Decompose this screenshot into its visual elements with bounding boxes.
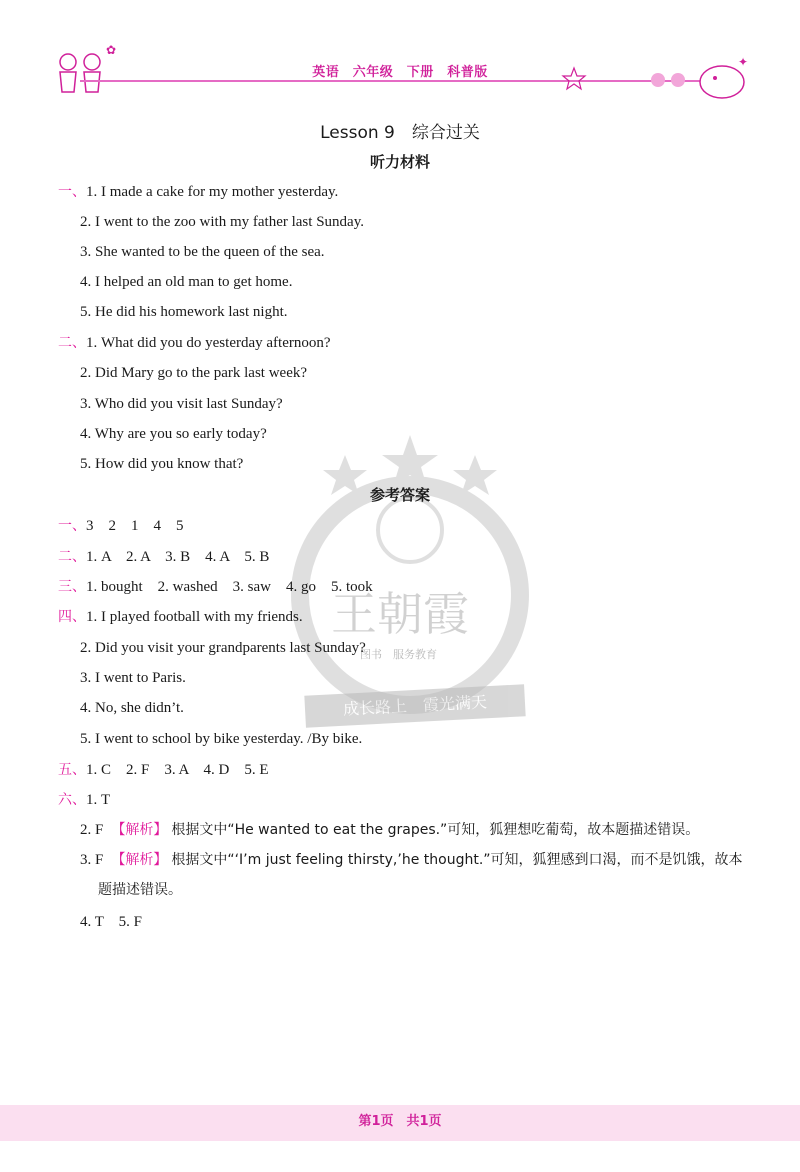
answer-line: 二、1. A 2. A 3. B 4. A 5. B	[58, 549, 270, 565]
answer-line: 2. F 【解析】 根据文中“He wanted to eat the grapes.”可知，狐狸想吃葡萄，故本题描述错误。	[80, 822, 700, 838]
list-item: 2. Did Mary go to the park last week?	[80, 365, 308, 381]
answers-title: 参考答案	[369, 486, 430, 504]
page-number: 第1页 共1页	[358, 1114, 442, 1129]
lesson-title: Lesson 9 综合过关	[320, 123, 480, 143]
answer-line: 3. I went to Paris.	[80, 670, 186, 686]
answer-line: 4. No, she didn’t.	[80, 700, 184, 716]
watermark-subtitle: 图书 服务教育	[360, 648, 437, 661]
list-item: 一、1. I made a cake for my mother yesterday.	[58, 184, 339, 200]
list-item: 4. I helped an old man to get home.	[80, 274, 293, 290]
answer-line: 4. T 5. F	[80, 914, 142, 930]
svg-text:✿: ✿	[106, 43, 117, 57]
analysis-tag: 【解析】	[111, 822, 168, 838]
watermark-banner: 成长路上 霞光满天	[304, 684, 525, 727]
answer-line: 一、3 2 1 4 5	[58, 518, 184, 534]
header-right-decoration-icon	[560, 52, 760, 102]
page-header	[0, 0, 800, 110]
analysis-tag: 【解析】	[111, 852, 168, 868]
section-number: 一、	[58, 184, 86, 200]
list-item: 3. Who did you visit last Sunday?	[80, 396, 283, 412]
svg-text:✦: ✦	[738, 55, 749, 69]
answer-line: 2. Did you visit your grandparents last Sunday?	[80, 640, 366, 656]
list-item: 5. How did you know that?	[80, 456, 244, 472]
watermark-name: 王朝霞	[331, 587, 469, 641]
list-item: 2. I went to the zoo with my father last Sunday.	[80, 214, 364, 230]
section-number: 二、	[58, 335, 86, 351]
listening-title: 听力材料	[369, 153, 430, 171]
answer-line: 五、1. C 2. F 3. A 4. D 5. E	[58, 762, 269, 778]
answer-line: 四、1. I played football with my friends.	[58, 609, 303, 625]
list-item: 5. He did his homework last night.	[80, 304, 288, 320]
list-item: 3. She wanted to be the queen of the sea.	[80, 244, 325, 260]
answer-line: 三、1. bought 2. washed 3. saw 4. go 5. took	[58, 579, 373, 595]
list-item: 4. Why are you so early today?	[80, 426, 267, 442]
list-item: 二、1. What did you do yesterday afternoon?	[58, 335, 331, 351]
kids-illustration-icon	[48, 42, 118, 98]
answer-line: 5. I went to school by bike yesterday. /By bike.	[80, 731, 363, 747]
answer-line: 3. F 【解析】 根据文中“‘I’m just feeling thirsty,’he thought.”可知，狐狸感到口渴，而不是饥饿，故本	[80, 852, 743, 868]
answer-line: 六、1. T	[58, 792, 111, 808]
answer-line: 题描述错误。	[98, 882, 182, 898]
header-title: 英语 六年级 下册 科普版	[312, 65, 488, 80]
